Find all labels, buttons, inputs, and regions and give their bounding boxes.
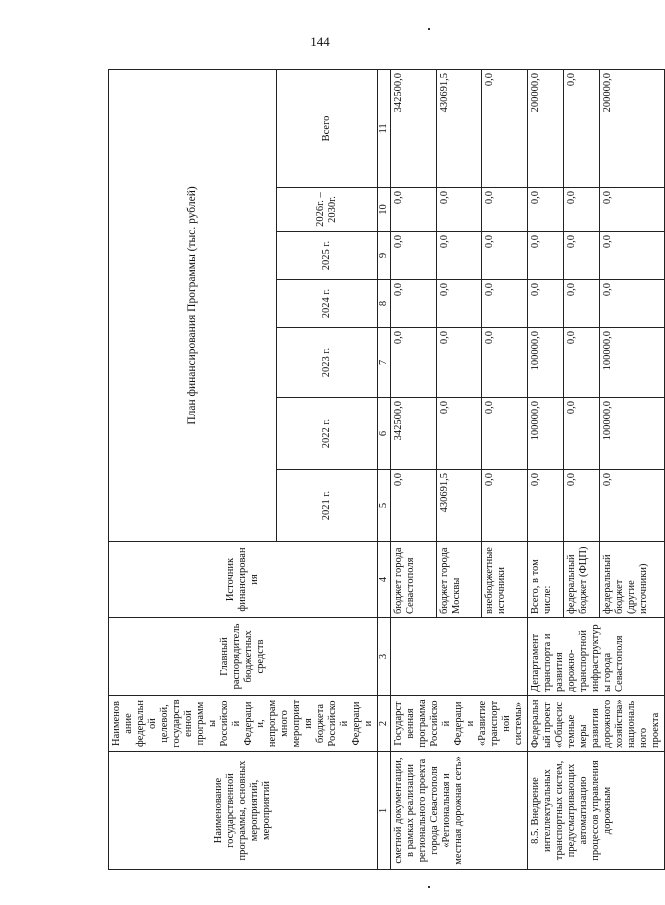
value-cell: 0,0 [482,280,528,328]
value-cell: 0,0 [436,280,482,328]
column-number: 9 [378,232,391,280]
finance-table [108,69,665,870]
total-cell: 0,0 [482,69,528,187]
value-cell: 100000,0 [599,398,664,470]
value-cell: 0,0 [436,232,482,280]
header-year: 2024 г. [276,280,377,328]
header-total: Всего [276,69,377,187]
column-number: 8 [378,280,391,328]
program-name: Федеральный проект «Общесистемные меры развития дорожного хозяйства» национального проекта [528,696,665,752]
value-cell: 0,0 [528,188,564,232]
funding-source: бюджет города Севастополя [391,542,437,618]
column-number: 1 [378,752,391,870]
value-cell: 0,0 [563,398,599,470]
header-year: 2026г. – 2030г. [276,188,377,232]
value-cell: 0,0 [391,470,437,542]
value-cell: 0,0 [599,280,664,328]
funding-source: внебюджетные источники [482,542,528,618]
header-col3: Главный распорядитель бюджетных средств [109,618,378,696]
page-number: 144 [310,34,330,49]
value-cell: 0,0 [482,188,528,232]
column-number: 3 [378,618,391,696]
funding-source: федеральный бюджет (ФЦП) [563,542,599,618]
total-cell: 200000,0 [528,69,564,187]
value-cell: 0,0 [599,188,664,232]
header-plan: План финансирования Программы (тыс. рублей) [109,69,277,541]
value-cell: 0,0 [482,232,528,280]
funding-source: бюджет города Москвы [436,542,482,618]
column-number: 7 [378,328,391,398]
value-cell: 100000,0 [528,328,564,398]
value-cell: 0,0 [436,188,482,232]
total-cell: 0,0 [563,69,599,187]
measure-name: сметной документации, в рамках реализации регионального проекта города Севастополя «Региональная и местная дорожная сеть» [391,752,528,870]
header-year: 2022 г. [276,398,377,470]
table-row [528,69,564,869]
value-cell: 0,0 [436,398,482,470]
header-year: 2025 г. [276,232,377,280]
column-number: 5 [378,470,391,542]
value-cell: 0,0 [563,470,599,542]
scan-speck [428,886,430,888]
rotated-finance-table [108,70,661,870]
program-name: Государственная программа Российской Федерации «Развитие транспортной системы» [391,696,528,752]
header-col4: Источник финансирования [109,542,378,618]
table-row [391,69,437,869]
value-cell: 0,0 [391,280,437,328]
value-cell: 0,0 [599,470,664,542]
value-cell: 0,0 [391,188,437,232]
value-cell: 0,0 [528,470,564,542]
value-cell: 100000,0 [528,398,564,470]
header-col1: Наименование государственной программы, основных мероприятий, мероприятий [109,752,378,870]
value-cell: 0,0 [528,280,564,328]
value-cell: 0,0 [563,328,599,398]
column-number: 10 [378,188,391,232]
value-cell: 342500,0 [391,398,437,470]
budget-manager: Департамент транспорта и развития дорожно-транспортной инфраструктуры города Севастополя [528,618,665,696]
column-number: 4 [378,542,391,618]
scan-speck [428,28,430,30]
value-cell: 0,0 [391,328,437,398]
value-cell: 0,0 [482,328,528,398]
header-col2: Наименование федеральной целевой, государственной программы Российской Федерации, непрограммного мероприятия бюджета Российской Федерации [109,696,378,752]
value-cell: 100000,0 [599,328,664,398]
column-number: 6 [378,398,391,470]
header-year: 2021 г. [276,470,377,542]
value-cell: 0,0 [482,470,528,542]
value-cell: 0,0 [563,188,599,232]
funding-source: Всего, в том числе: [528,542,564,618]
value-cell: 0,0 [391,232,437,280]
value-cell: 430691,5 [436,470,482,542]
column-number: 2 [378,696,391,752]
column-number: 11 [378,69,391,187]
budget-manager [391,618,528,696]
total-cell: 342500,0 [391,69,437,187]
value-cell: 0,0 [563,232,599,280]
value-cell: 0,0 [482,398,528,470]
value-cell: 0,0 [436,328,482,398]
total-cell: 430691,5 [436,69,482,187]
value-cell: 0,0 [528,232,564,280]
total-cell: 200000,0 [599,69,664,187]
funding-source: федеральный бюджет (другие источники) [599,542,664,618]
header-year: 2023 г. [276,328,377,398]
measure-name: 8.5. Внедрение интеллектуальных транспортных систем, предусматривающих автоматизацию процессов управления дорожным [528,752,665,870]
column-number-row [378,69,391,869]
value-cell: 0,0 [599,232,664,280]
value-cell: 0,0 [563,280,599,328]
